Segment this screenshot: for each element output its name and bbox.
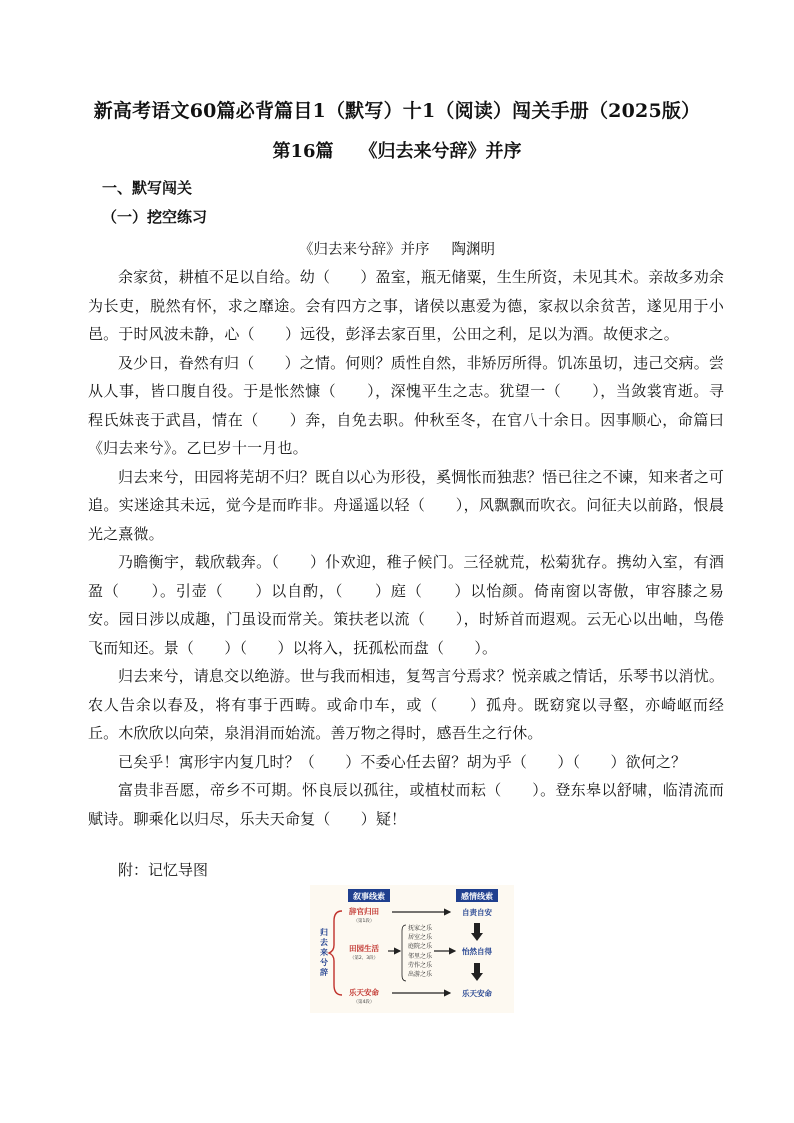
joy-item: 居室之乐 (408, 934, 433, 941)
vertical-title-char: 去 (320, 938, 328, 947)
chapter-number: 第16篇 (272, 141, 334, 162)
work-author: 陶渊明 (451, 242, 495, 258)
joy-item: 邻里之乐 (408, 953, 433, 960)
event-label: 田园生活 (349, 944, 379, 953)
paragraph: 已矣乎！寓形宇内复几时？（ ）不委心任去留？胡为乎（ ）（ ）欲何之？ (118, 752, 687, 771)
arrow-down (471, 923, 483, 941)
vertical-title-char: 兮 (320, 958, 328, 967)
paragraph: 归去来兮，请息交以绝游。世与我而相违，复驾言兮焉求？悦亲戚之情话，乐琴书以消忧。农人告余以春及，将有事于西畴。或命巾车，或（ ）孤舟。既窈窕以寻壑，亦崎岖而经丘。木欣欣以向荣，泉涓涓而始流。善万物之得时，感吾生之行休。 (88, 667, 725, 742)
event-label: 辞官归田 (349, 907, 379, 916)
event-note: （第1段） (353, 919, 375, 924)
document-title: 新高考语文60篇必背篇目1（默写）十1（阅读）闯关手册（2025版） (93, 100, 701, 122)
memory-mind-map (310, 885, 514, 1013)
paragraph: 及少日，眷然有归（ ）之情。何则？质性自然，非矫厉所得。饥冻虽切，违己交病。尝从人事，皆口腹自役。于是怅然慷（ ），深愧平生之志。犹望一（ ），当敛裳宵逝。寻程氏妹丧于武昌，情在（ ）奔，自免去职。仲秋至冬，在官八十余日。因事顺心，命篇曰《归去来兮》。乙巳岁十一月也。 (88, 353, 725, 457)
chapter-heading (0, 137, 794, 163)
left-header: 叙事线索 (353, 892, 385, 901)
appendix-label: 附：记忆导图 (118, 861, 209, 879)
vertical-title-char: 来 (320, 948, 328, 957)
sub-heading: （一）挖空练习 (102, 208, 208, 226)
work-title-line (0, 238, 794, 259)
paragraph: 富贵非吾愿，帝乡不可期。怀良辰以孤往，或植杖而耘（ ）。登东皋以舒啸，临清流而赋诗。聊乘化以归尽，乐夫天命复（ ）疑！ (88, 781, 724, 828)
joy-item: 出游之乐 (408, 971, 433, 978)
vertical-title-char: 辞 (320, 968, 328, 977)
joy-item: 庭院之乐 (408, 943, 433, 950)
event-label: 乐天安命 (349, 988, 379, 997)
emotion-label: 乐天安命 (462, 989, 492, 998)
fill-in-text (88, 263, 724, 833)
event-note: （第2、3段） (349, 956, 379, 961)
section-heading: 一、默写闯关 (102, 179, 193, 197)
paragraph: 乃瞻衡宇，载欣载奔。（ ）仆欢迎，稚子候门。三径就荒，松菊犹存。携幼入室，有酒盈（ ）。引壶（ ）以自酌，（ ）庭（ ）以怡颜。倚南窗以寄傲，审容膝之易安。园日涉以成趣，门虽设而常关。策扶老以流（ ），时矫首而遐观。云无心以出岫，鸟倦飞而知还。景（ ）（ ）以将入，抚孤松而盘（ ）。 (88, 553, 724, 657)
emotion-label: 怡然自得 (462, 947, 492, 956)
brace (329, 911, 342, 995)
chapter-title: 《归去来兮辞》并序 (359, 141, 522, 162)
arrow-down (471, 963, 483, 981)
event-note: （第4段） (353, 1000, 375, 1005)
emotion-label: 自责自安 (462, 908, 492, 917)
paragraph: 余家贫，耕植不足以自给。幼（ ）盈室，瓶无储粟，生生所资，未见其术。亲故多劝余为长吏，脱然有怀，求之靡途。会有四方之事，诸侯以惠爱为德，家叔以余贫苦，遂见用于小邑。于时风波未静，心（ ）远役，彭泽去家百里，公田之利，足以为酒。故便求之。 (88, 268, 725, 343)
joy-item: 劳作之乐 (408, 962, 433, 969)
joys-brace (402, 925, 406, 981)
paragraph: 归去来兮，田园将芜胡不归？既自以心为形役，奚惆怅而独悲？悟已往之不谏，知来者之可追。实迷途其未远，觉今是而昨非。舟遥遥以轻（ ），风飘飘而吹衣。问征夫以前路，恨晨光之熹微。 (88, 467, 725, 543)
work-title: 《归去来兮辞》并序 (299, 242, 430, 258)
joy-item: 抚家之乐 (408, 925, 433, 932)
right-header: 感情线索 (461, 892, 493, 901)
vertical-title-char: 归 (320, 928, 328, 937)
